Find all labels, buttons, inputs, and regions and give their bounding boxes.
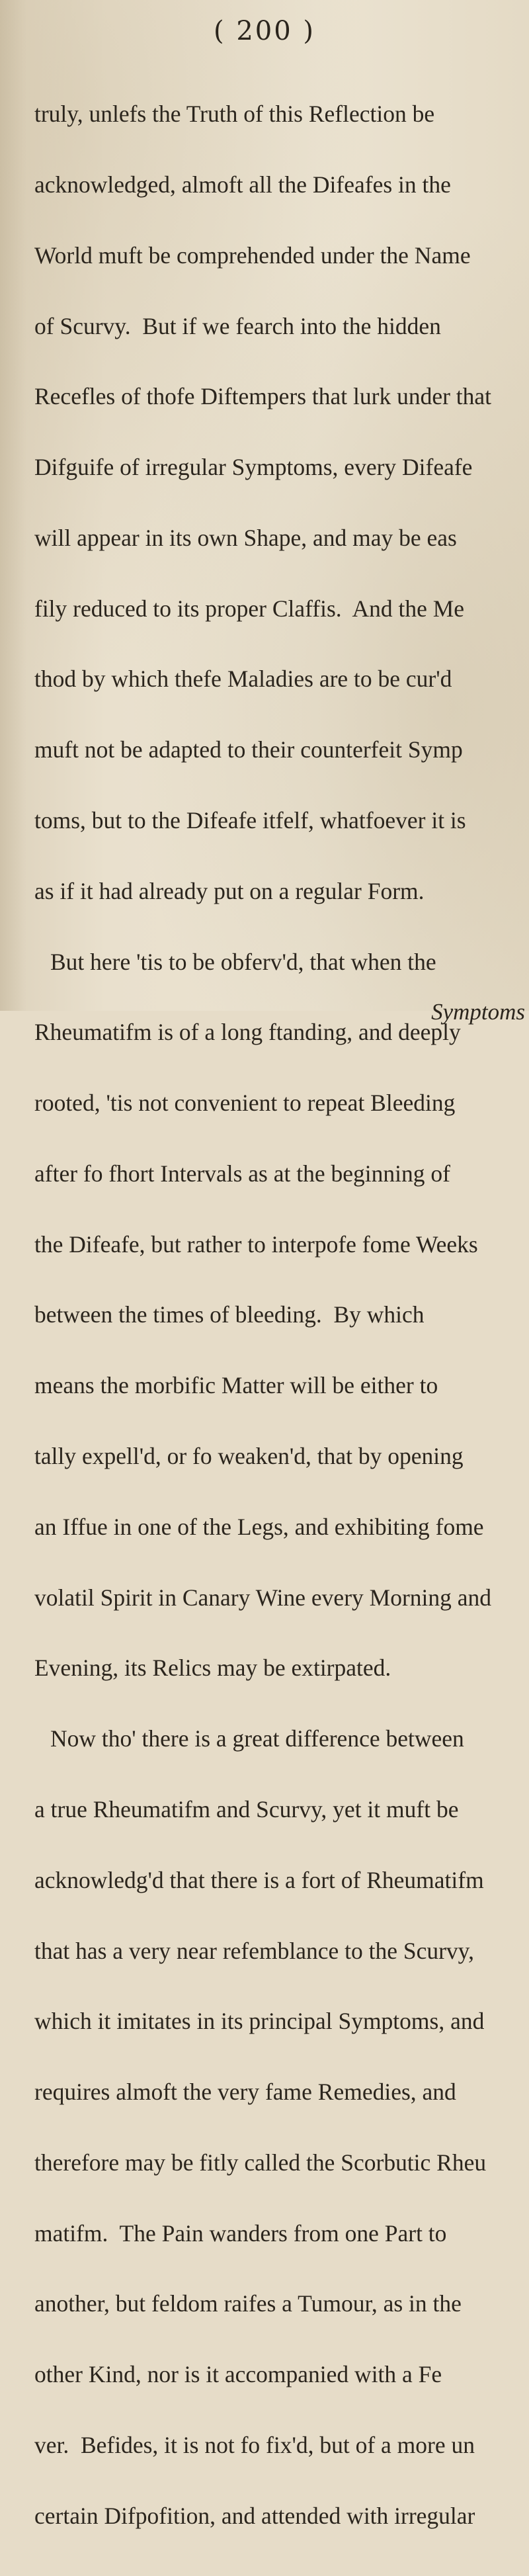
text-line: muft not be adapted to their counterfeit Symp [34, 736, 463, 763]
text-line: as if it had already put on a regular Form. [34, 877, 425, 904]
text-line: acknowledg'd that there is a fort of Rheumatifm [34, 1866, 484, 1893]
text-line: between the times of bleeding. By which [34, 1301, 425, 1328]
text-line: will appear in its own Shape, and may be eas [34, 524, 457, 551]
text-line: Evening, its Relics may be extirpated. [34, 1654, 391, 1682]
text-line: certain Difpofition, and attended with irregular [34, 2502, 475, 2529]
page-number: ( 200 ) [214, 16, 315, 46]
text-line: another, but feldom raifes a Tumour, as in the [34, 2290, 462, 2317]
text-line: tally expell'd, or fo weaken'd, that by opening [34, 1443, 464, 1470]
text-line: Now tho' there is a great difference between [50, 1725, 464, 1752]
text-line: that has a very near refemblance to the Scurvy, [34, 1937, 475, 1964]
text-line: fily reduced to its proper Claffis. And the Me [34, 595, 465, 622]
text-line: thod by which thefe Maladies are to be cur'd [34, 665, 452, 693]
text-line: therefore may be fitly called the Scorbutic Rheu [34, 2149, 487, 2176]
text-line: requires almoft the very fame Remedies, and [34, 2079, 456, 2106]
text-line: rooted, 'tis not convenient to repeat Bleeding [34, 1090, 456, 1117]
text-line: which it imitates in its principal Symptoms, and [34, 2008, 485, 2035]
catchword: Symptoms [431, 999, 525, 1025]
text-line: the Difeafe, but rather to interpofe fome Weeks [34, 1230, 478, 1258]
text-line: Rheumatifm is of a long ftanding, and deeply [34, 1019, 461, 1046]
text-line: ver. Befides, it is not fo fix'd, but of a more un [34, 2431, 475, 2458]
text-line: a true Rheumatifm and Scurvy, yet it muft be [34, 1795, 459, 1823]
text-line: toms, but to the Difeafe itfelf, whatfoever it is [34, 807, 466, 834]
text-line: But here 'tis to be obferv'd, that when the [50, 948, 436, 975]
text-line: means the morbific Matter will be either to [34, 1372, 438, 1399]
page-gutter-shadow [0, 0, 26, 1011]
text-line: after fo fhort Intervals as at the beginning of [34, 1160, 450, 1187]
text-line: matifm. The Pain wanders from one Part to [34, 2219, 447, 2247]
text-line: an Iffue in one of the Legs, and exhibiting fome [34, 1513, 484, 1540]
text-line: Recefles of thofe Diftempers that lurk under that [34, 383, 492, 410]
body-text [33, 56, 529, 2575]
text-line: truly, unlefs the Truth of this Reflection be [34, 101, 435, 128]
text-line: acknowledged, almoft all the Difeafes in the [34, 171, 451, 198]
text-line: Difguife of irregular Symptoms, every Difeafe [34, 454, 473, 481]
text-line: of Scurvy. But if we fearch into the hidden [34, 312, 441, 339]
text-line: other Kind, nor is it accompanied with a Fe [34, 2361, 442, 2388]
text-line: volatil Spirit in Canary Wine every Morning and [34, 1584, 492, 1611]
text-line: World muft be comprehended under the Name [34, 241, 471, 269]
catchword-row [0, 972, 529, 1052]
